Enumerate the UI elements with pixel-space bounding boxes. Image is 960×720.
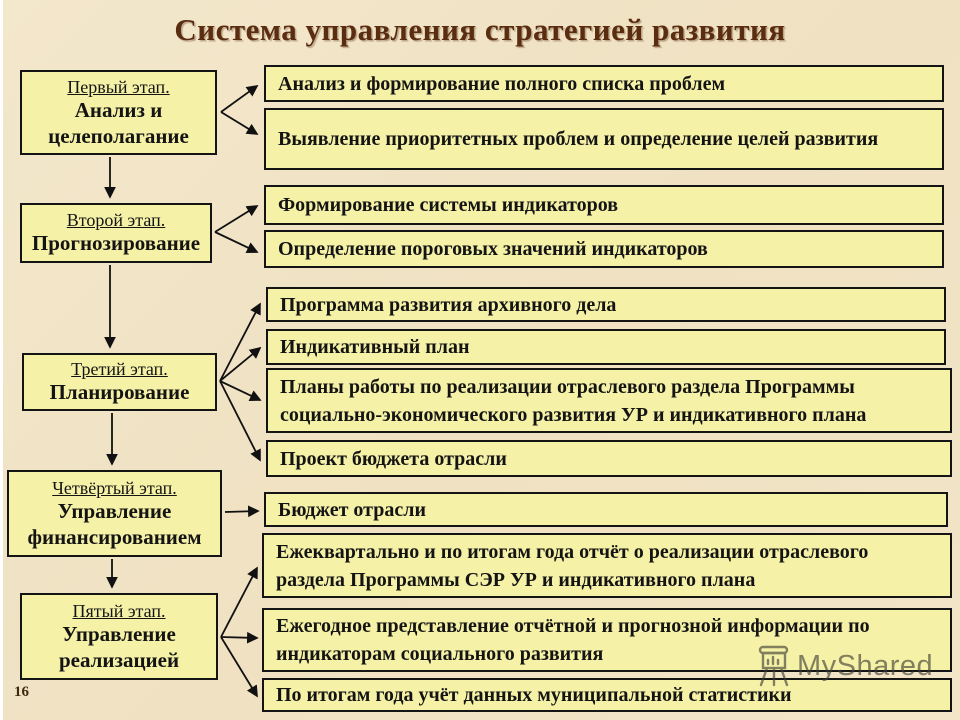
arrow-stage3-item6: [220, 348, 260, 381]
item-6-box: Индикативный план: [266, 329, 946, 365]
item-7-box: Планы работы по реализации отраслевого раздела Программы социально-экономического развития УР и индикативного плана: [266, 368, 952, 433]
myshared-watermark: [756, 644, 933, 688]
item-2-box: Выявление приоритетных проблем и определение целей развития: [264, 108, 944, 170]
stage-3-box: [22, 353, 217, 411]
item-3-box: Формирование системы индикаторов: [264, 185, 944, 225]
arrow-stage3-item8: [220, 381, 260, 460]
stage-1-box: [20, 70, 217, 155]
arrow-stage5-item12: [221, 637, 257, 696]
item-10-box: Ежеквартально и по итогам года отчёт о реализации отраслевого раздела Программы СЭР УР и индикативного плана: [262, 533, 952, 598]
arrow-stage4-item9: [225, 511, 258, 512]
arrow-stage3-item7: [220, 381, 260, 400]
flipchart-icon: [756, 644, 792, 688]
slide-left-margin: [0, 0, 3, 720]
arrow-stage3-item5: [220, 304, 260, 381]
page-number: 16: [14, 684, 29, 700]
arrow-stage5-item11: [221, 637, 257, 638]
item-4-box: Определение пороговых значений индикаторов: [264, 230, 944, 268]
stage-2-box: [20, 203, 212, 263]
watermark-text: MyShared: [797, 649, 934, 682]
arrow-stage1-item1: [221, 86, 257, 112]
item-11-box: Ежегодное представление отчётной и прогнозной информации по индикаторам социального развития: [262, 608, 952, 672]
stage-4-box: [7, 470, 222, 557]
item-9-box: Бюджет отрасли: [264, 492, 948, 527]
arrow-stage2-item3: [215, 206, 257, 232]
stage-1-title: Анализ и целеполагание: [48, 98, 189, 148]
stage-5-title: Управление реализацией: [58, 622, 180, 672]
stage-1-step: Первый этап.: [67, 76, 170, 97]
stage-2-step: Второй этап.: [66, 209, 166, 230]
stage-2-title: Прогнозирование: [31, 231, 201, 256]
stage-5-box: [20, 593, 218, 680]
arrow-stage5-item10: [221, 568, 257, 637]
item-1-box: Анализ и формирование полного списка проблем: [264, 65, 944, 102]
stage-4-title: Управление финансированием: [27, 499, 202, 549]
stage-3-step: Третий этап.: [71, 358, 168, 379]
item-8-box: Проект бюджета отрасли: [266, 440, 952, 477]
stage-5-step: Пятый этап.: [72, 600, 166, 621]
stage-3-title: Планирование: [49, 380, 190, 405]
item-5-box: Программа развития архивного дела: [266, 287, 946, 322]
stage-4-step: Четвёртый этап.: [52, 477, 177, 498]
item-12-box: По итогам года учёт данных муниципальной статистики: [262, 678, 952, 712]
arrow-stage1-item2: [221, 112, 257, 134]
slide-title: Система управления стратегией развития: [174, 12, 786, 47]
arrow-stage2-item4: [215, 232, 257, 252]
